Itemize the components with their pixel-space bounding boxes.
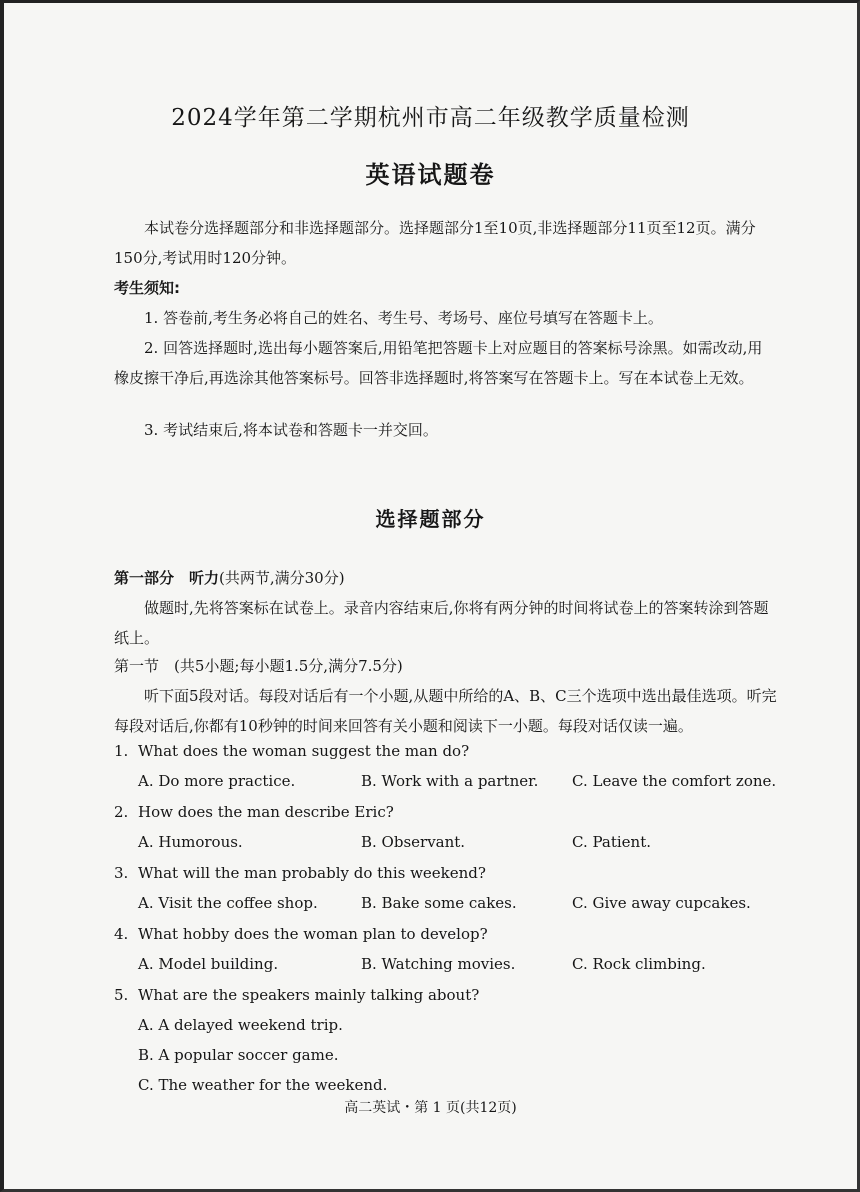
notice-item-1: 1. 答卷前,考生务必将自己的姓名、考生号、考场号、座位号填写在答题卡上。 xyxy=(144,309,663,327)
question-text: What will the man probably do this weekend? xyxy=(138,864,486,882)
question-text: What are the speakers mainly talking about? xyxy=(138,986,480,1004)
option-b: B. Work with a partner. xyxy=(361,772,539,790)
section-title: 第一节 (共5小题;每小题1.5分,满分7.5分) xyxy=(114,657,403,675)
question-number: 2. xyxy=(114,803,129,821)
option-c: C. Leave the comfort zone. xyxy=(572,772,777,790)
question-number: 3. xyxy=(114,864,129,882)
question-2 xyxy=(114,797,394,827)
option-b: B. Observant. xyxy=(361,833,466,851)
option-a: A. Humorous. xyxy=(138,833,243,851)
question-1 xyxy=(114,736,469,766)
question-5 xyxy=(114,980,479,1010)
option-c: C. Rock climbing. xyxy=(572,955,706,973)
notice-item-3: 3. 考试结束后,将本试卷和答题卡一并交回。 xyxy=(144,421,438,439)
option-a: A. Visit the coffee shop. xyxy=(138,894,318,912)
option-c: C. Patient. xyxy=(572,833,651,851)
intro-paragraph: 本试卷分选择题部分和非选择题部分。选择题部分1至10页,非选择题部分11页至12页。满分150分,考试用时120分钟。 xyxy=(114,219,756,267)
page-footer: 高二英试・第 1 页(共12页) xyxy=(344,1100,517,1116)
option-a: A. Model building. xyxy=(138,955,279,973)
part-instruction: 做题时,先将答案标在试卷上。录音内容结束后,你将有两分钟的时间将试卷上的答案转涂到答题纸上。 xyxy=(114,599,769,647)
option-c: C. Give away cupcakes. xyxy=(572,894,751,912)
option-b: B. A popular soccer game. xyxy=(138,1046,339,1064)
section-heading: 选择题部分 xyxy=(375,507,486,531)
option-c: C. The weather for the weekend. xyxy=(138,1076,388,1094)
question-number: 1. xyxy=(114,742,129,760)
exam-title: 2024学年第二学期杭州市高二年级教学质量检测 xyxy=(171,105,690,131)
option-a: A. Do more practice. xyxy=(138,772,296,790)
question-3 xyxy=(114,858,486,888)
part-title xyxy=(114,563,345,593)
question-text: How does the man describe Eric? xyxy=(138,803,394,821)
notice-title: 考生须知: xyxy=(114,279,180,297)
subject-title: 英语试题卷 xyxy=(365,161,496,189)
option-b: B. Bake some cakes. xyxy=(361,894,517,912)
option-b: B. Watching movies. xyxy=(361,955,516,973)
question-number: 4. xyxy=(114,925,129,943)
notice-item-2: 2. 回答选择题时,选出每小题答案后,用铅笔把答题卡上对应题目的答案标号涂黑。如需改动,用橡皮擦干净后,再选涂其他答案标号。回答非选择题时,将答案写在答题卡上。写在本试卷上无效。 xyxy=(114,339,763,387)
option-a: A. A delayed weekend trip. xyxy=(138,1016,343,1034)
question-text: What hobby does the woman plan to develop? xyxy=(138,925,488,943)
part-title-label: 第一部分 听力 xyxy=(114,569,220,587)
question-text: What does the woman suggest the man do? xyxy=(138,742,470,760)
section-instruction: 听下面5段对话。每段对话后有一个小题,从题中所给的A、B、C三个选项中选出最佳选项。听完每段对话后,你都有10秒钟的时间来回答有关小题和阅读下一小题。每段对话仅读一遍。 xyxy=(114,687,777,735)
question-number: 5. xyxy=(114,986,129,1004)
part-title-score: (共两节,满分30分) xyxy=(219,569,345,587)
question-4 xyxy=(114,919,488,949)
